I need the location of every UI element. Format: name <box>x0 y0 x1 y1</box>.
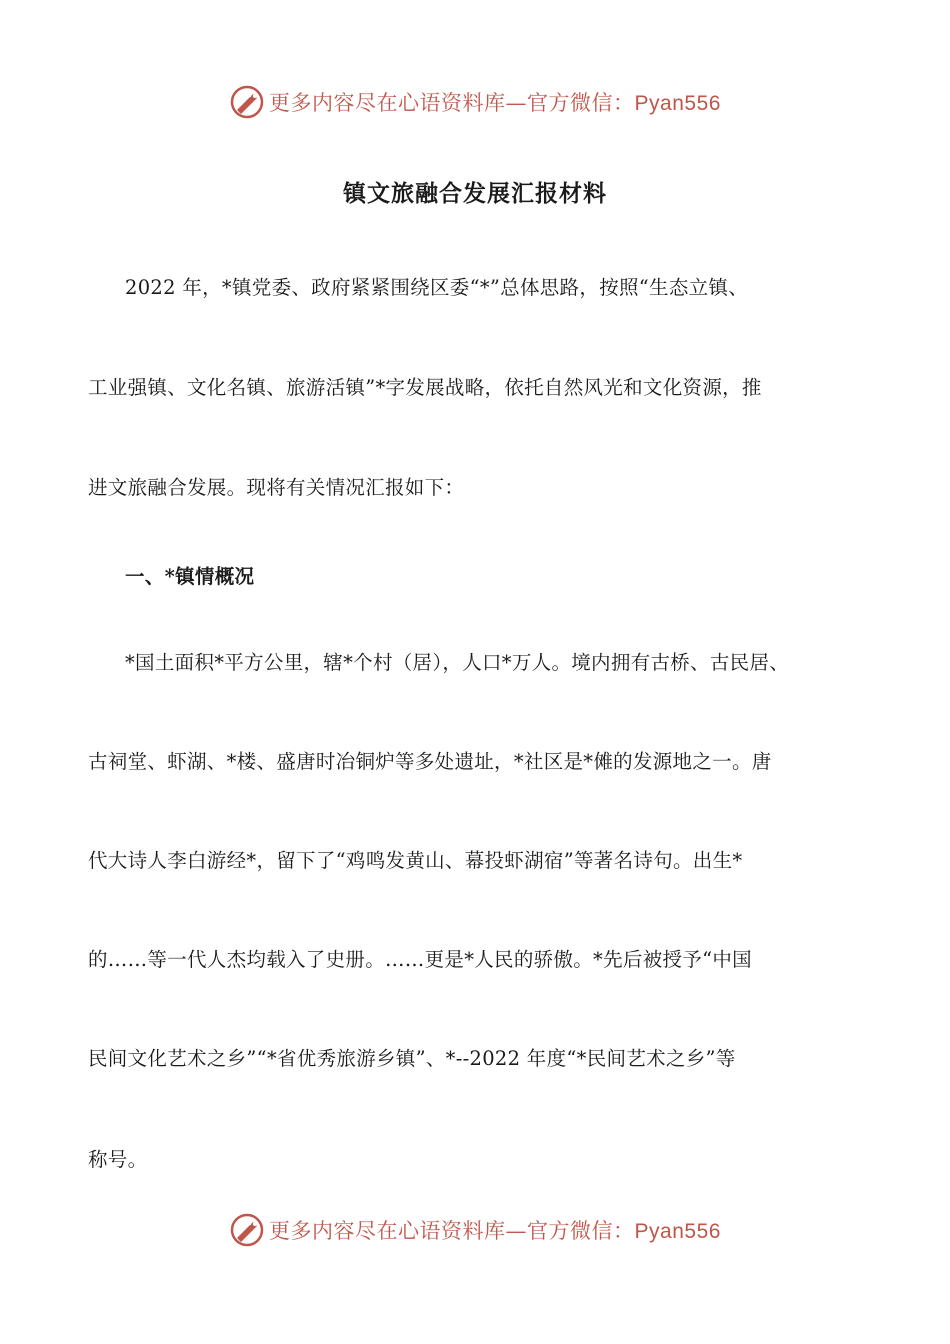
paragraph-line: 进文旅融合发展。现将有关情况汇报如下： <box>88 476 465 499</box>
pen-logo-icon <box>229 1212 265 1248</box>
watermark-banner-top <box>0 82 950 122</box>
pen-logo-icon <box>229 84 265 120</box>
document-title: 镇文旅融合发展汇报材料 <box>343 180 607 207</box>
section-heading: 一、*镇情概况 <box>125 565 255 588</box>
wechat-id: Pyan556 <box>634 1220 721 1243</box>
paragraph-line: 代大诗人李白游经*，留下了“鸡鸣发黄山、幕投虾湖宿”等著名诗句。出生* <box>88 849 743 872</box>
paragraph-line: 民间文化艺术之乡”“*省优秀旅游乡镇”、*--2022 年度“*民间艺术之乡”等 <box>88 1047 736 1070</box>
paragraph-line: 古祠堂、虾湖、*楼、盛唐时冶铜炉等多处遗址，*社区是*傩的发源地之一。唐 <box>88 750 772 773</box>
paragraph-line: 称号。 <box>88 1148 148 1171</box>
paragraph-line: *国土面积*平方公里，辖*个村（居），人口*万人。境内拥有古桥、古民居、 <box>125 651 790 674</box>
watermark-text: 更多内容尽在心语资料库—官方微信：Pyan556 <box>269 1219 721 1243</box>
wechat-id: Pyan556 <box>634 92 721 115</box>
paragraph-line: 的……等一代人杰均载入了史册。……更是*人民的骄傲。*先后被授予“中国 <box>88 948 752 971</box>
paragraph-line: 工业强镇、文化名镇、旅游活镇”*字发展战略，依托自然风光和文化资源，推 <box>88 376 762 399</box>
paragraph-line: 2022 年，*镇党委、政府紧紧围绕区委“*”总体思路，按照“生态立镇、 <box>125 276 749 299</box>
watermark-banner-bottom <box>0 1210 950 1250</box>
watermark-text: 更多内容尽在心语资料库—官方微信：Pyan556 <box>269 91 721 115</box>
